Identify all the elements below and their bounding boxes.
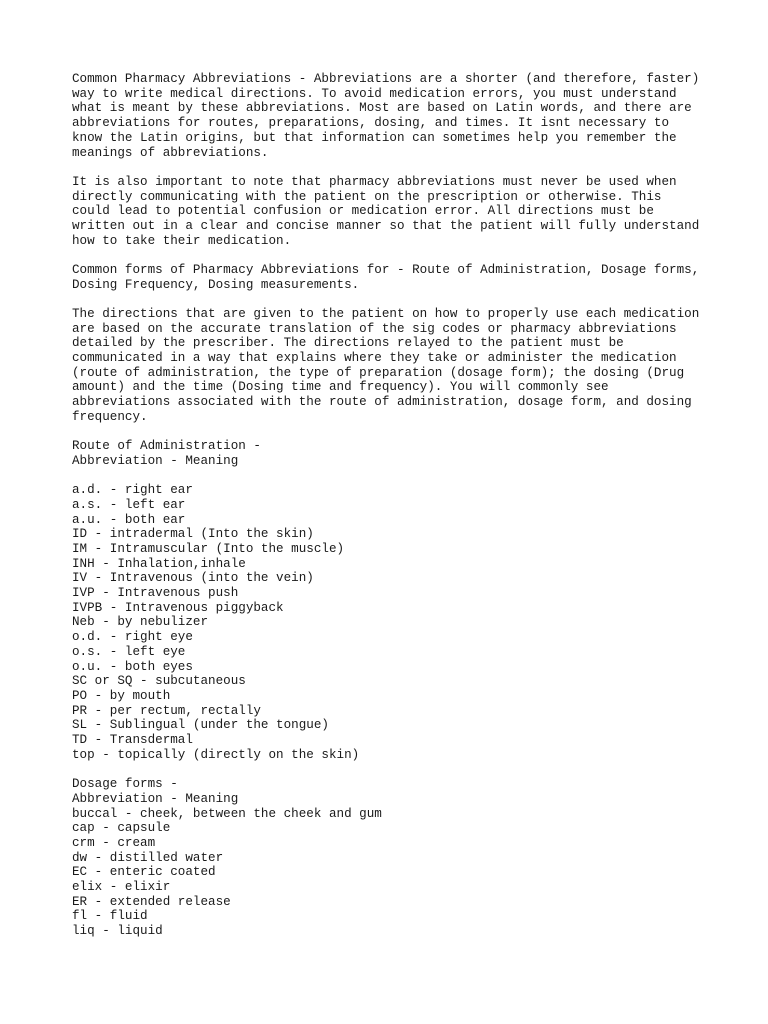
list-item: crm - cream [72, 835, 156, 850]
list-item: a.s. - left ear [72, 497, 186, 512]
route-list [72, 483, 712, 762]
list-item: INH - Inhalation,inhale [72, 556, 246, 571]
list-item: dw - distilled water [72, 850, 224, 865]
list-item: ER - extended release [72, 894, 231, 909]
list-item: Neb - by nebulizer [72, 615, 209, 630]
list-item: IV - Intravenous (into the vein) [72, 571, 314, 586]
intro-paragraph: Common Pharmacy Abbreviations - Abbreviations are a shorter (and therefore, faster) way to write medical directions. To avoid medication errors, you must understand what is meant by these abbreviations. Most are based on Latin words, and there are abbreviations for routes, preparations, dosing, and times. It isnt necessary to know the Latin origins, but that information can sometimes help you remember the meanings of abbreviations. [72, 72, 700, 160]
list-item: o.u. - both eyes [72, 659, 193, 674]
list-item: PO - by mouth [72, 688, 171, 703]
list-item: buccal - cheek, between the cheek and gum [72, 806, 382, 821]
document-page [72, 72, 712, 953]
list-item: SL - Sublingual (under the tongue) [72, 718, 329, 733]
list-item: IVPB - Intravenous piggyback [72, 600, 284, 615]
list-item: a.u. - both ear [72, 512, 186, 527]
dosage-section [72, 777, 712, 939]
route-subheading: Abbreviation - Meaning [72, 453, 239, 468]
list-item: cap - capsule [72, 821, 171, 836]
list-item: SC or SQ - subcutaneous [72, 674, 246, 689]
list-item: IM - Intramuscular (Into the muscle) [72, 541, 345, 556]
route-section [72, 439, 712, 468]
warning-paragraph: It is also important to note that pharmacy abbreviations must never be used when directly communicating with the patient on the prescription or otherwise. This could lead to potential confusion or medication error. All directions must be written out in a clear and concise manner so that the patient will fully understand how to take their medication. [72, 174, 700, 248]
list-item: fl - fluid [72, 909, 148, 924]
dosage-heading: Dosage forms - [72, 777, 178, 792]
directions-paragraph: The directions that are given to the patient on how to properly use each medication are based on the accurate translation of the sig codes or pharmacy abbreviations detailed by the prescriber. The directions relayed to the patient must be communicated in a way that explains where they take or administer the medication (route of administration, the type of preparation (dosage form); the dosing (Drug amount) and the time (Dosing time and frequency). You will commonly see abbreviations associated with the route of administration, dosage form, and dosing frequency. [72, 306, 700, 424]
list-item: liq - liquid [72, 924, 163, 939]
list-item: elix - elixir [72, 880, 171, 895]
list-item: TD - Transdermal [72, 733, 193, 748]
list-item: o.d. - right eye [72, 630, 193, 645]
forms-paragraph: Common forms of Pharmacy Abbreviations for - Route of Administration, Dosage forms, Dosing Frequency, Dosing measurements. [72, 262, 700, 292]
list-item: PR - per rectum, rectally [72, 703, 261, 718]
list-item: top - topically (directly on the skin) [72, 747, 360, 762]
dosage-list [72, 807, 712, 939]
route-heading: Route of Administration - [72, 439, 261, 454]
list-item: EC - enteric coated [72, 865, 216, 880]
list-item: o.s. - left eye [72, 644, 186, 659]
route-list-section [72, 483, 712, 762]
dosage-subheading: Abbreviation - Meaning [72, 791, 239, 806]
list-item: IVP - Intravenous push [72, 586, 239, 601]
list-item: ID - intradermal (Into the skin) [72, 527, 314, 542]
list-item: a.d. - right ear [72, 483, 193, 498]
